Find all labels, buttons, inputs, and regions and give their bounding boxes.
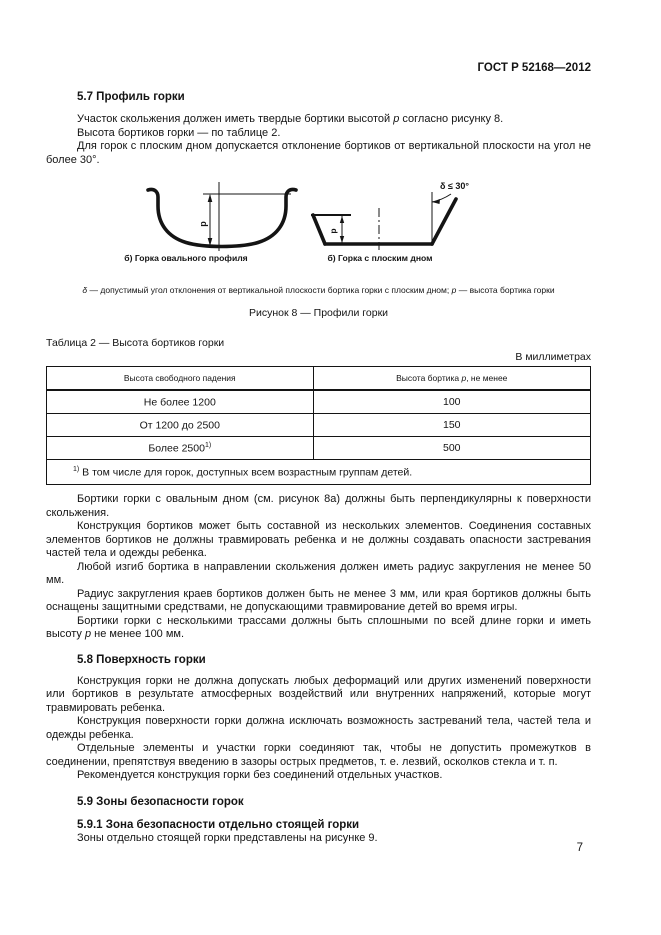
cell-sup: 1) [204,441,212,449]
cell-border-height: 500 [313,437,590,460]
table-col2-header [313,367,590,391]
cell-text: От 1200 до 2500 [139,419,220,432]
paragraph-text: не менее 100 мм. [91,628,185,640]
paragraph-5-8-3: Отдельные элементы и участки горки соединяют так, чтобы не допустить промежутков в соединении, препятствуя введению в зазоры острых предметов, т. е. лезвий, осколков стекла и т. п. [46,742,591,768]
cell-border-height: 150 [313,414,590,437]
cell-fall-height [47,390,314,414]
figure-title: Рисунок 8 — Профили горки [248,307,389,319]
paragraph-5-7-2: Высота бортиков горки — по таблице 2. [77,126,281,139]
paragraph-5-7-1 [46,113,591,127]
paragraph-edge-radius: Радиус закругления краев бортиков должен быть не менее 3 мм, или края бортиков должны быть оснащены защитными средствами, не допускающими травмирование детей во время игры. [46,587,591,613]
figure-caption-flat: б) Горка с плоским дном [327,253,433,263]
header-text: Высота свободного падения [123,373,236,383]
flat-bottom-drawing [303,180,490,253]
table-row [47,390,591,414]
dim-label-p: p [328,228,338,234]
variable-p: p [84,628,92,640]
paragraph-text: согласно рисунку 8. [399,113,504,125]
paragraph-borders-oval: Бортики горки с овальным дном (см. рисунок 8а) должны быть перпендикулярны к поверхности скольжения. [46,493,591,519]
left-wall [313,215,325,244]
variable-p: p [461,373,467,383]
angle-arc [432,194,451,202]
arrowhead-down [340,236,344,243]
variable-p: p [393,113,400,125]
dim-label-p: p [198,221,208,227]
table-row [47,437,591,460]
legend-text: — высота бортика горки [456,285,555,295]
cell-fall-height [47,437,314,460]
legend-delta: δ [82,285,88,295]
figure-legend [46,285,591,296]
paragraph-text: Участок скольжения должен иметь твердые бортики высотой [77,113,394,125]
right-wall [432,199,456,244]
doc-code-header: ГОСТ Р 52168—2012 [477,62,591,74]
paragraph-bend-radius: Любой изгиб бортика в направлении скольжения должен иметь радиус закругления не менее 50 мм. [46,560,591,586]
header-text: Высота бортика [396,373,462,383]
figure-caption-oval: б) Горка овального профиля [124,253,248,263]
arrowhead-up [208,194,213,202]
footnote-sup: 1) [73,465,80,473]
oval-profile-drawing [142,180,310,253]
legend-text: — допустимый угол отклонения от вертикальной плоскости бортика горки с плоским дном; [87,285,452,295]
table-header-row [47,367,591,391]
table-2 [46,366,591,485]
paragraph-multi-track [46,615,591,642]
heading-5-8: 5.8 Поверхность горки [77,653,206,666]
header-text: , не менее [466,373,508,383]
paragraph-5-8-2: Конструкция поверхности горки должна исключать возможность застреваний тела, частей тела и одежды ребенка. [46,715,591,741]
heading-5-9: 5.9 Зоны безопасности горок [77,795,244,808]
table-row [47,414,591,437]
cell-border-height: 100 [313,390,590,414]
paragraph-5-9-1: Зоны отдельно стоящей горки представлены на рисунке 9. [77,831,378,844]
paragraph-5-8-4: Рекомендуется конструкция горки без соединений отдельных участков. [77,769,443,781]
table-footnote-row [47,460,591,485]
cell-fall-height [47,414,314,437]
paragraph-5-8-1: Конструкция горки не должна допускать любых деформаций или других изменений поверхности или бортиков в результате атмосферных воздействий или внутренних напряжений, которые могут травмировать ребенка. [46,674,591,714]
paragraph-borders-composite: Конструкция бортиков может быть составной из нескольких элементов. Соединения составных элементов бортиков не должны травмировать ребенка и не должны создавать опасности застревания частей тела и одежды ребенка. [46,520,591,559]
table-units: В миллиметрах [515,351,591,363]
table-caption: Таблица 2 — Высота бортиков горки [46,337,225,349]
heading-5-9-1: 5.9.1 Зона безопасности отдельно стоящей горки [77,818,360,831]
cell-text: Не более 1200 [143,396,216,409]
oval-bowl-outline [148,189,296,246]
angle-label: δ ≤ 30° [440,181,470,191]
cell-text: Более 2500 [148,442,205,455]
paragraph-text: Бортики горки с несколькими трассами должны быть сплошными по всей длине горки и иметь высоту [46,614,591,640]
table-footnote [47,460,591,485]
paragraph-5-7-3: Для горок с плоским дном допускается отклонение бортиков от вертикальной плоскости на угол не более 30°. [46,140,591,166]
figure-8 [46,178,591,270]
table-col1-header [47,367,314,391]
arrowhead-up [340,216,344,223]
heading-5-7: 5.7 Профиль горки [77,91,185,103]
page-content [46,0,591,845]
legend-p: p [451,285,457,295]
page-number: 7 [576,842,583,854]
footnote-text: В том числе для горок, доступных всем возрастным группам детей. [79,466,413,479]
